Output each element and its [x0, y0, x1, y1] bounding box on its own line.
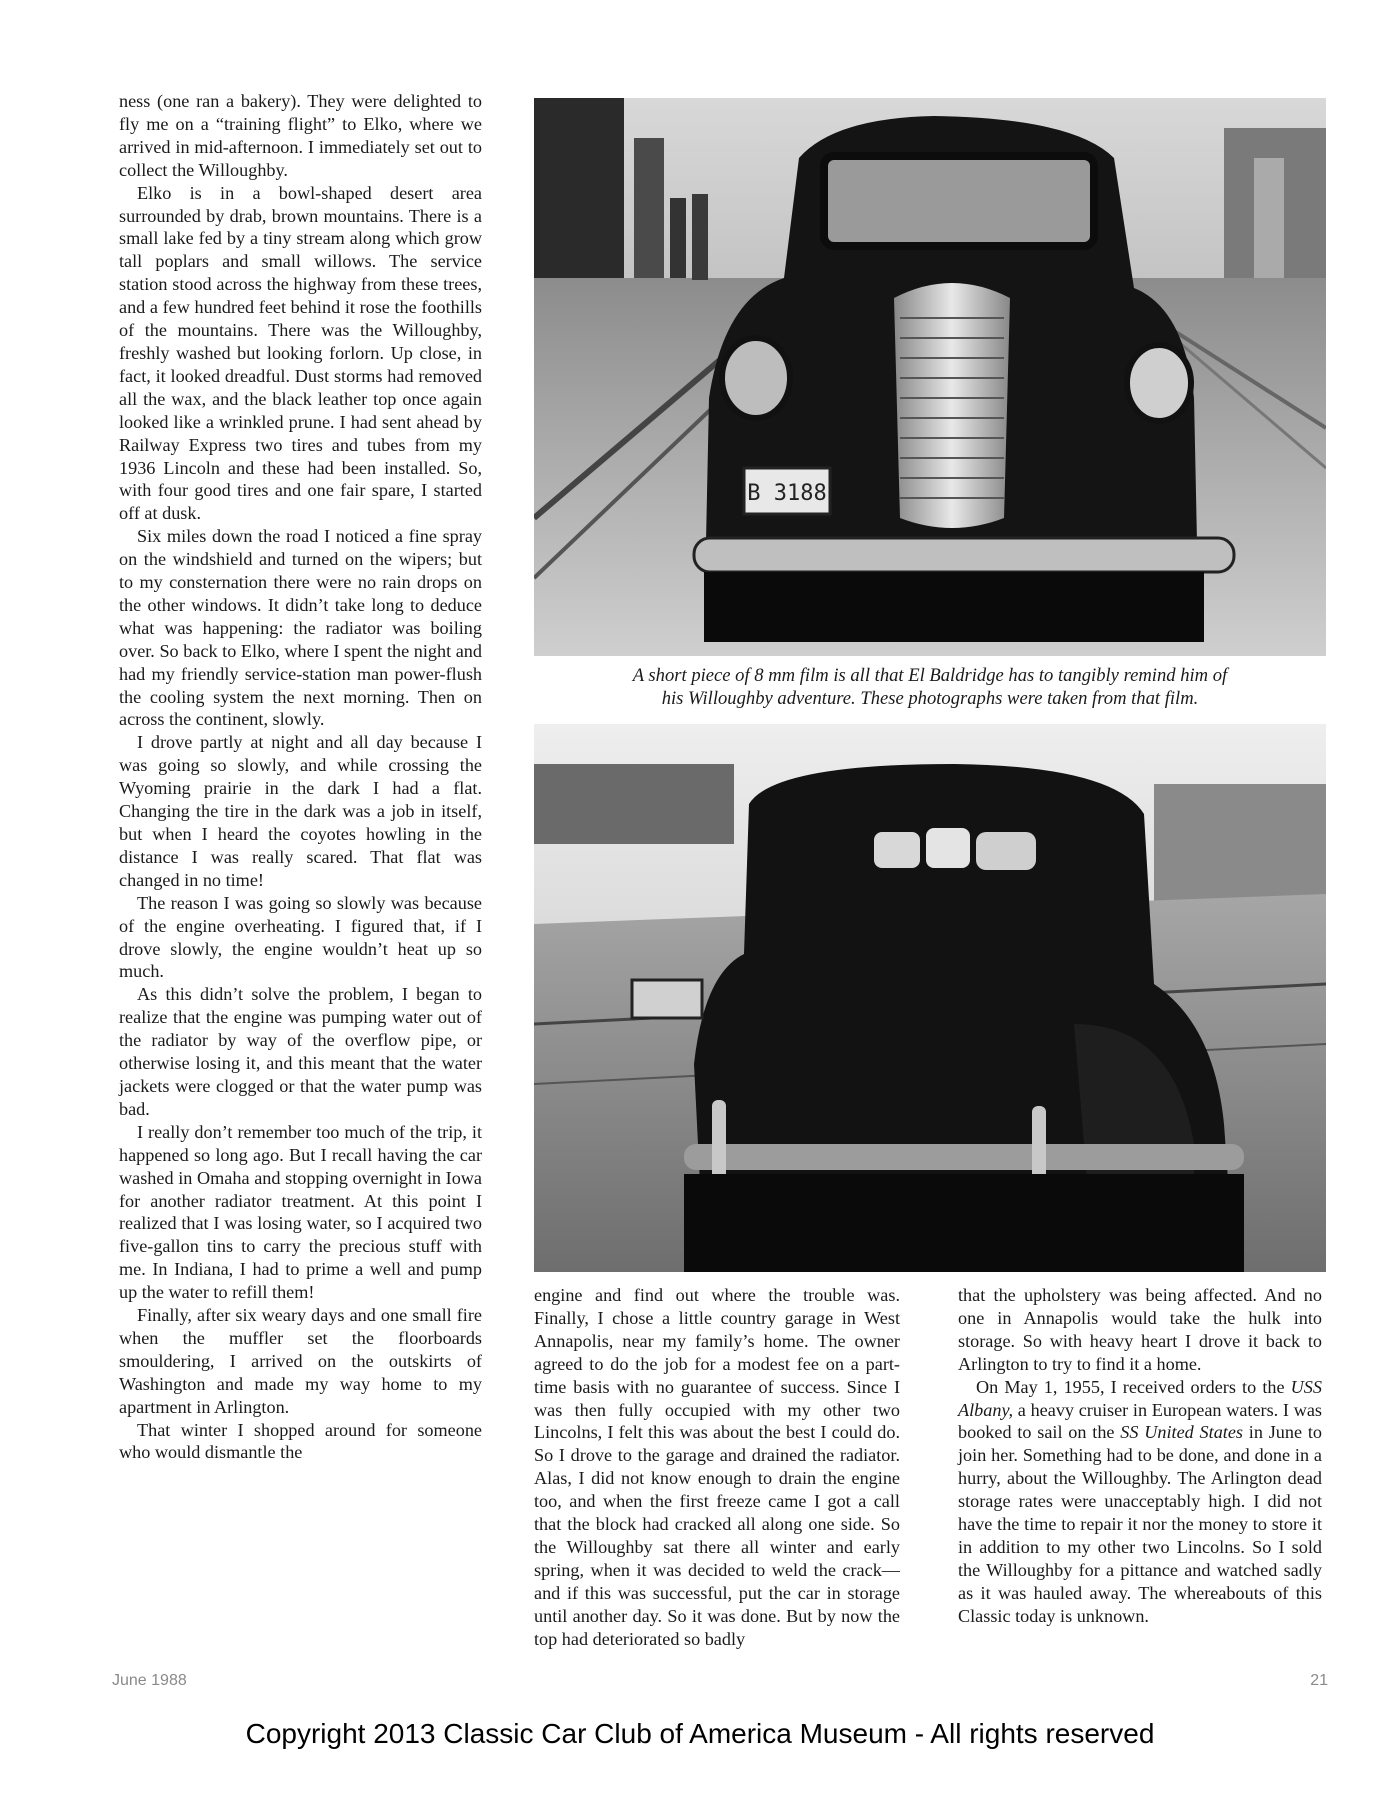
article-column-middle: [534, 1284, 900, 1651]
page-number: 21: [1310, 1672, 1328, 1689]
article-column-left: [119, 90, 482, 1464]
paragraph: I really don’t remember too much of the trip, it happened so long ago. But I recall having the car washed in Omaha and stopping overnight in Iowa for another radiator treatment. At this point I realized that I was losing water, so I acquired two five-gallon tins to carry the precious stuff with me. In Indiana, I had to prime a well and pump up the water to refill them!: [119, 1121, 482, 1303]
article-column-right: [958, 1284, 1322, 1628]
copyright-notice: Copyright 2013 Classic Car Club of America Museum - All rights reserved: [245, 1718, 1155, 1749]
paragraph: engine and find out where the trouble was. Finally, I chose a little country garage in West Annapolis, near my family’s home. The owner agreed to do the job for a modest fee on a part-time basis with no guarantee of success. Since I was then fully occupied with my other two Lincolns, I felt this was about the best I could do. So I drove to the garage and drained the radiator. Alas, I did not know enough to drain the engine too, and when the first freeze came I got a call that the block had cracked all along one side. So the Willoughby sat there all winter and early spring, when it was decided to weld the crack—and if this was successful, put the car in storage until another day. So it was done. But by now the top had deteriorated so badly: [534, 1285, 900, 1649]
paragraph: Six miles down the road I noticed a fine spray on the windshield and turned on the wipers; but to my consternation there were no rain drops on the other windows. It didn’t take long to deduce what was happening: the radiator was boiling over. So back to Elko, where I spent the night and had my friendly service-station man power-flush the cooling system the next morning. Then on across the continent, slowly.: [119, 526, 482, 730]
paragraph: that the upholstery was being affected. And no one in Annapolis would take the hulk into storage. So with heavy heart I drove it back to Arlington to try to find it a home.: [958, 1285, 1322, 1374]
text-run: On May 1, 1955, I received orders to the: [976, 1376, 1291, 1397]
caption-line: A short piece of 8 mm film is all that El Baldridge has to tangibly remind him of: [632, 665, 1228, 686]
footer-date: June 1988: [112, 1672, 187, 1689]
license-plate-text: B 3188: [747, 481, 827, 506]
text-run: a heavy cruiser in European waters. I was booked to sail on the: [958, 1399, 1322, 1443]
paragraph: That winter I shopped around for someone who would dismantle the: [119, 1419, 482, 1463]
paragraph: I drove partly at night and all day because I was going so slowly, and while crossing the Wyoming prairie in the dark I had a flat. Changing the tire in the dark was a job in itself, but when I heard the coyotes howling in the distance I was really scared. That flat was changed in no time!: [119, 732, 482, 890]
paragraph: Finally, after six weary days and one small fire when the muffler set the floorboards smouldering, I arrived on the outskirts of Washington and made my way home to my apartment in Arlington.: [119, 1305, 482, 1417]
paragraph: Elko is in a bowl-shaped desert area surrounded by drab, brown mountains. There is a small lake fed by a tiny stream along which grow tall poplars and small willows. The service station stood across the highway from these trees, and a few hundred feet behind it rose the foothills of the mountains. There was the Willoughby, freshly washed but looking forlorn. Up close, in fact, it looked dreadful. Dust storms had removed all the wax, and the black leather top once again looked like a wrinkled prune. I had sent ahead by Railway Express two tires and tubes from my 1936 Lincoln and these had been installed. So, with four good tires and one fair spare, I started off at dusk.: [119, 182, 482, 524]
paragraph: [958, 1376, 1322, 1628]
car-front-illustration: [534, 98, 1326, 656]
photo-car-front: [534, 98, 1326, 656]
text-run: in June to join her. Something had to be done, and done in a hurry, about the Willoughby. The Arlington dead storage rates were unacceptably high. I did not have the time to repair it nor the money to store it in addition to my other two Lincolns. So I sold the Willoughby for a pittance and watched sadly as it was hauled away. The whereabouts of this Classic today is unknown.: [958, 1422, 1322, 1626]
paragraph: The reason I was going so slowly was because of the engine overheating. I figured that, if I drove slowly, the engine wouldn’t heat up so much.: [119, 892, 482, 982]
photo-caption: [534, 664, 1326, 710]
car-rear-illustration: [534, 724, 1326, 1272]
paragraph: ness (one ran a bakery). They were delighted to fly me on a “training flight” to Elko, where we arrived in mid-afternoon. I immediately set out to collect the Willoughby.: [119, 91, 482, 180]
photo-car-rear: [534, 724, 1326, 1272]
ship-name: SS United States: [1120, 1422, 1243, 1443]
ship-name: USS Albany,: [958, 1376, 1322, 1420]
caption-line: his Willoughby adventure. These photographs were taken from that film.: [661, 688, 1199, 709]
paragraph: As this didn’t solve the problem, I began to realize that the engine was pumping water out of the radiator by way of the overflow pipe, or otherwise losing it, and this meant that the water jackets were clogged or that the water pump was bad.: [119, 984, 482, 1119]
